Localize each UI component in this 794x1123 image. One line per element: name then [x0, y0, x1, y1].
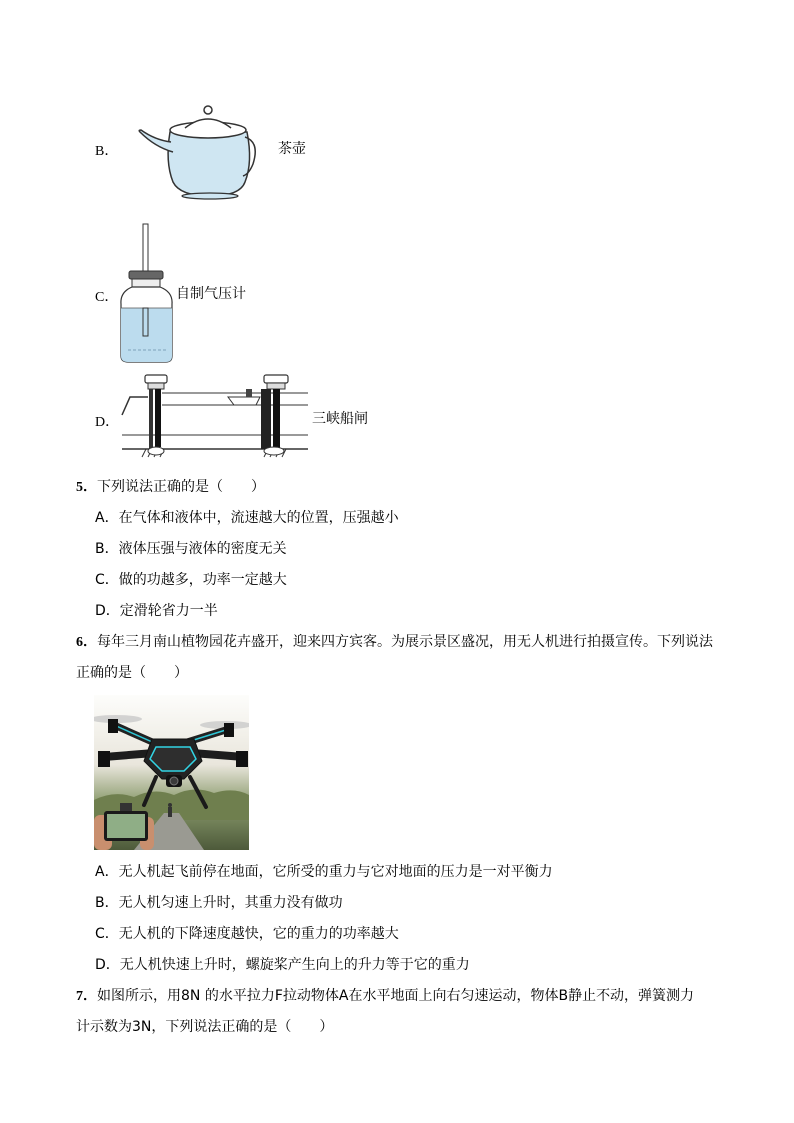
question-5-text: 下列说法正确的是（ ） [97, 479, 265, 495]
teapot-illustration [135, 102, 260, 200]
ship-lock-illustration [118, 373, 313, 465]
question-7-stem-line2: 计示数为3N，下列说法正确的是（ ） [76, 1019, 334, 1035]
question-6-option-d: D．无人机快速上升时，螺旋桨产生向上的升力等于它的重力 [95, 957, 470, 973]
question-6-stem-line1 [76, 632, 713, 653]
question-6-option-b: B．无人机匀速上升时，其重力没有做功 [95, 895, 343, 911]
option-b-letter: B． [95, 144, 119, 159]
question-6-option-a: A．无人机起飞前停在地面，它所受的重力与它对地面的压力是一对平衡力 [95, 864, 553, 880]
question-7-stem-line1 [76, 986, 694, 1007]
question-6-number: 6． [76, 635, 97, 650]
option-d-caption: 三峡船闸 [312, 411, 368, 427]
question-6-stem-line2: 正确的是（ ） [76, 665, 188, 681]
question-7-number: 7． [76, 989, 97, 1004]
barometer-illustration [118, 222, 176, 366]
option-c-caption: 自制气压计 [176, 286, 246, 302]
question-5-option-b: B．液体压强与液体的密度无关 [95, 541, 287, 557]
option-d-letter: D． [95, 415, 120, 430]
question-5-stem [76, 477, 265, 498]
question-5-option-c: C．做的功越多，功率一定越大 [95, 572, 287, 588]
question-5-option-d: D．定滑轮省力一半 [95, 603, 218, 619]
option-c-letter: C． [95, 290, 119, 305]
question-5-option-a: A．在气体和液体中，流速越大的位置，压强越小 [95, 510, 399, 526]
question-6-text: 每年三月南山植物园花卉盛开，迎来四方宾客。为展示景区盛况，用无人机进行拍摄宣传。下列说法 [97, 634, 713, 650]
drone-photo [94, 695, 249, 850]
option-b-caption: 茶壶 [278, 141, 306, 157]
question-6-option-c: C．无人机的下降速度越快，它的重力的功率越大 [95, 926, 399, 942]
question-7-text: 如图所示，用8N 的水平拉力F拉动物体A在水平地面上向右匀速运动，物体B静止不动，弹簧测力 [97, 988, 695, 1004]
question-5-number: 5． [76, 480, 97, 495]
